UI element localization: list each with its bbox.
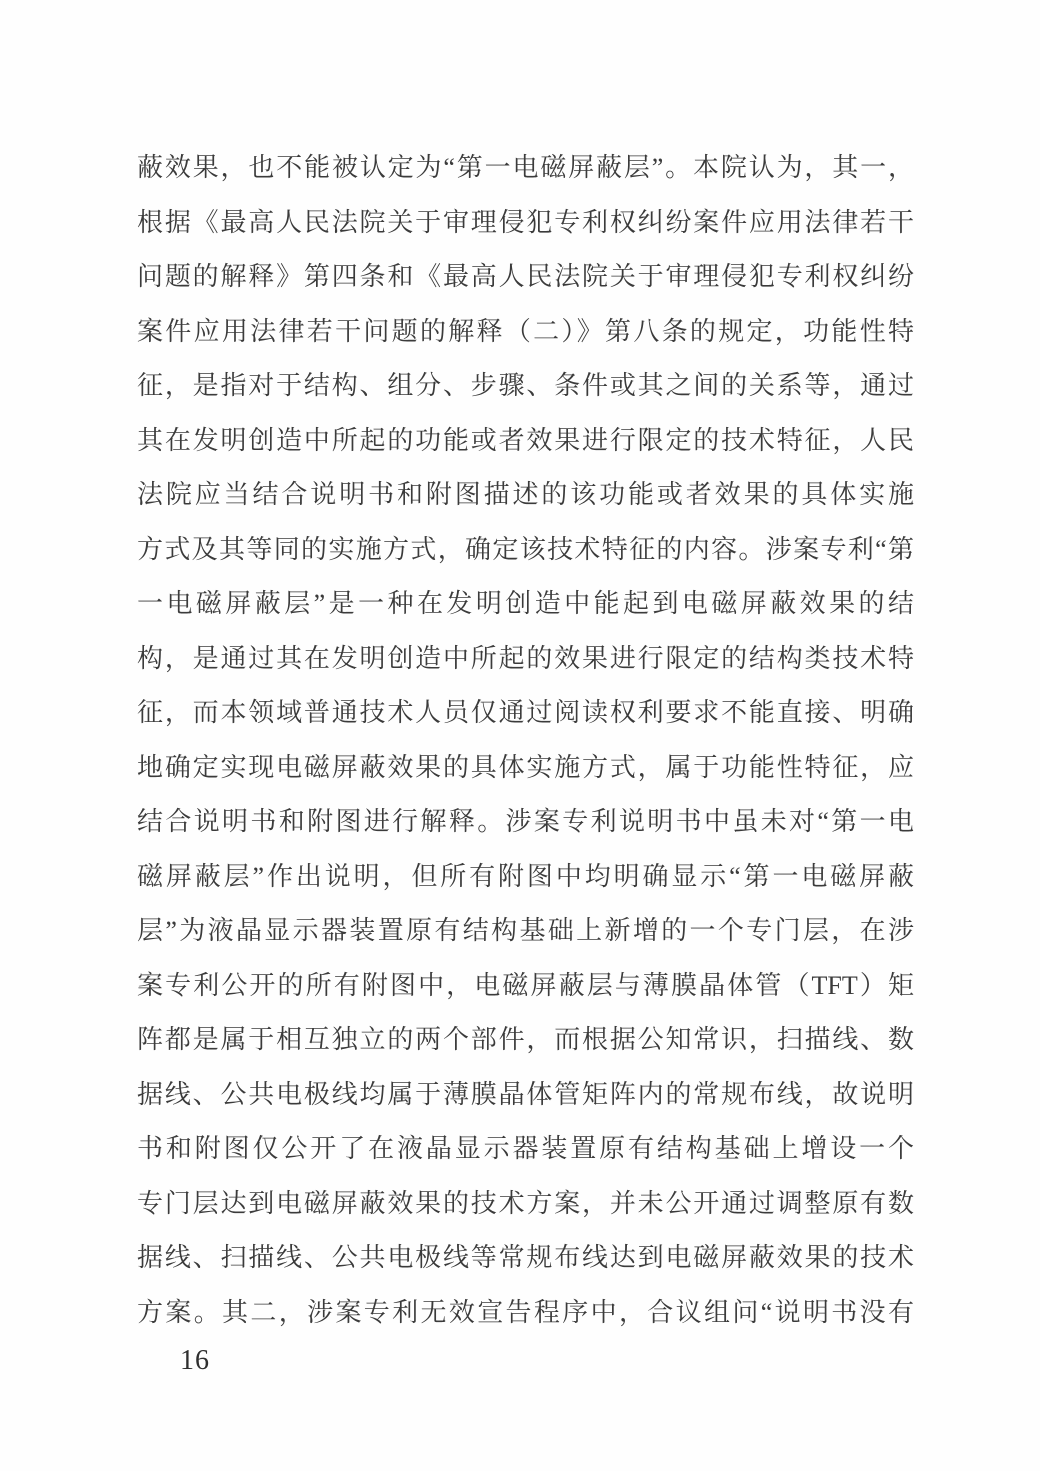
text-line: 层”为液晶显示器装置原有结构基础上新增的一个专门层，在涉 xyxy=(137,916,914,945)
text-line: 构，是通过其在发明创造中所起的效果进行限定的结构类技术特 xyxy=(137,643,914,673)
text-line: 征，而本领域普通技术人员仅通过阅读权利要求不能直接、明确 xyxy=(137,698,914,727)
text-line: 案专利公开的所有附图中，电磁屏蔽层与薄膜晶体管（TFT）矩 xyxy=(137,970,914,1000)
text-line: 磁屏蔽层”作出说明，但所有附图中均明确显示“第一电磁屏蔽 xyxy=(137,861,914,891)
text-line: 专门层达到电磁屏蔽效果的技术方案，并未公开通过调整原有数 xyxy=(137,1188,914,1218)
text-line: 案件应用法律若干问题的解释（二）》第八条的规定，功能性特 xyxy=(137,316,914,346)
text-line: 方案。其二，涉案专利无效宣告程序中，合议组问“说明书没有 xyxy=(137,1297,914,1327)
text-line: 地确定实现电磁屏蔽效果的具体实施方式，属于功能性特征，应 xyxy=(137,752,914,782)
text-line: 阵都是属于相互独立的两个部件，而根据公知常识，扫描线、数 xyxy=(137,1025,914,1054)
text-line: 法院应当结合说明书和附图描述的该功能或者效果的具体实施 xyxy=(137,480,914,509)
text-line: 书和附图仅公开了在液晶显示器装置原有结构基础上增设一个 xyxy=(137,1134,914,1163)
text-line: 蔽效果，也不能被认定为“第一电磁屏蔽层”。本院认为，其一， xyxy=(137,153,914,182)
text-line: 根据《最高人民法院关于审理侵犯专利权纠纷案件应用法律若干 xyxy=(137,207,914,237)
text-line: 方式及其等同的实施方式，确定该技术特征的内容。涉案专利“第 xyxy=(137,534,914,564)
text-line: 问题的解释》第四条和《最高人民法院关于审理侵犯专利权纠纷 xyxy=(137,262,914,291)
page-number: 16 xyxy=(180,1345,210,1376)
text-line: 一电磁屏蔽层”是一种在发明创造中能起到电磁屏蔽效果的结 xyxy=(137,589,914,618)
text-line: 据线、扫描线、公共电极线等常规布线达到电磁屏蔽效果的技术 xyxy=(137,1243,914,1272)
text-line: 征，是指对于结构、组分、步骤、条件或其之间的关系等，通过 xyxy=(137,371,914,400)
body-text xyxy=(137,141,914,1340)
text-line: 其在发明创造中所起的功能或者效果进行限定的技术特征，人民 xyxy=(137,425,914,455)
text-line: 据线、公共电极线均属于薄膜晶体管矩阵内的常规布线，故说明 xyxy=(137,1079,914,1109)
text-line: 结合说明书和附图进行解释。涉案专利说明书中虽未对“第一电 xyxy=(137,807,914,836)
